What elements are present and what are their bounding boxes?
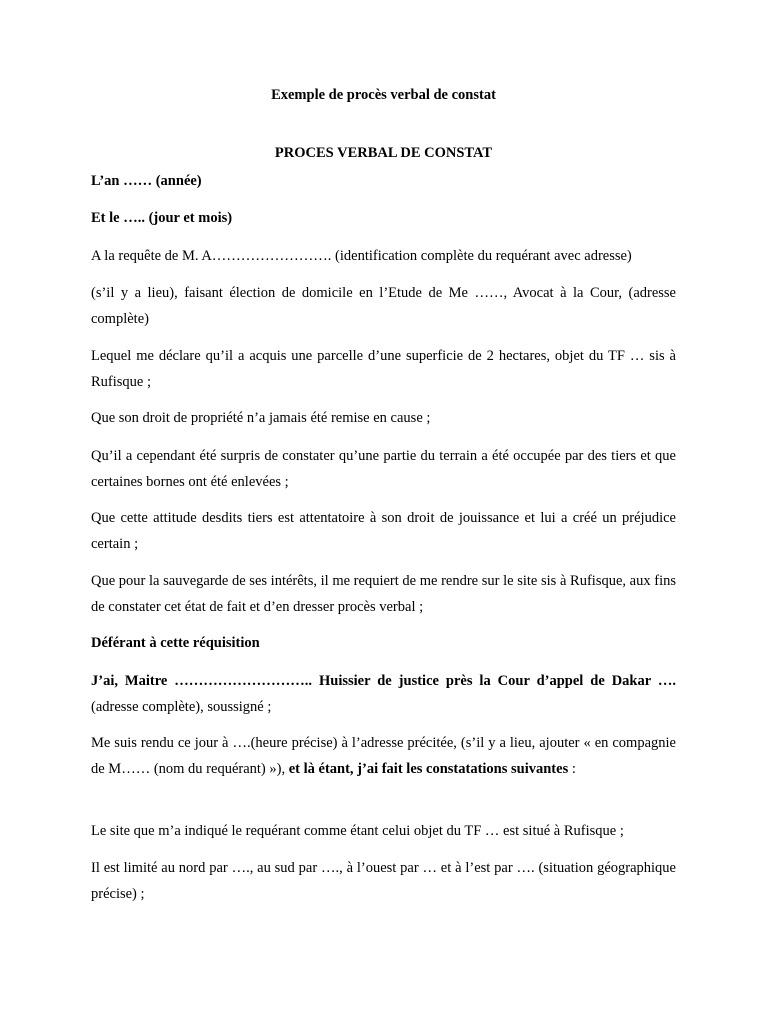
huissier-identity: J’ai, Maitre ……………………….. Huissier de justice près la Cour d’appel de Dakar ….	[91, 673, 676, 689]
paragraph-limite: Il est limité au nord par …., au sud par …., à l’ouest par … et à l’est par …. (situation géographique précise) ;	[91, 860, 676, 902]
paragraph-election-domicile: (s’il y a lieu), faisant élection de domicile en l’Etude de Me ……, Avocat à la Cour, (adresse complète)	[91, 285, 676, 327]
huissier-address: (adresse complète), soussigné ;	[91, 699, 272, 715]
main-title: PROCES VERBAL DE CONSTAT	[274, 145, 493, 161]
paragraph-sauvegarde: Que pour la sauvegarde de ses intérêts, il me requiert de me rendre sur le site sis à Rufisque, aux fins de constater cet état de fait et d’en dresser procès verbal ;	[91, 573, 676, 615]
paragraph-attitude: Que cette attitude desdits tiers est attentatoire à son droit de jouissance et lui a créé un préjudice certain ;	[91, 510, 676, 552]
paragraph-requete: A la requête de M. A……………………. (identification complète du requérant avec adresse)	[91, 248, 632, 264]
example-title: Exemple de procès verbal de constat	[271, 87, 496, 103]
deferant-line: Déférant à cette réquisition	[91, 635, 260, 651]
date-line: Et le ….. (jour et mois)	[91, 210, 233, 226]
paragraph-lequel: Lequel me déclare qu’il a acquis une parcelle d’une superficie de 2 hectares, objet du TF … sis à Rufisque ;	[91, 348, 676, 390]
rendu-text: Me suis rendu ce jour à ….(heure précise) à l’adresse précitée, (s’il y a lieu, ajouter « en compagnie de M…… (nom du requérant) »),	[91, 735, 676, 777]
paragraph-site: Le site que m’a indiqué le requérant comme étant celui objet du TF … est situé à Rufisque ;	[91, 823, 624, 839]
paragraph-droit-propriete: Que son droit de propriété n’a jamais été remise en cause ;	[91, 410, 431, 426]
paragraph-huissier	[91, 668, 676, 720]
year-line: L’an …… (année)	[91, 173, 202, 189]
rendu-colon: :	[568, 761, 576, 777]
paragraph-rendu	[91, 730, 676, 782]
paragraph-surpris: Qu’il a cependant été surpris de constater qu’une partie du terrain a été occupée par des tiers et que certaines bornes ont été enlevées ;	[91, 448, 676, 490]
rendu-constatations: et là étant, j’ai fait les constatations suivantes	[288, 761, 569, 777]
